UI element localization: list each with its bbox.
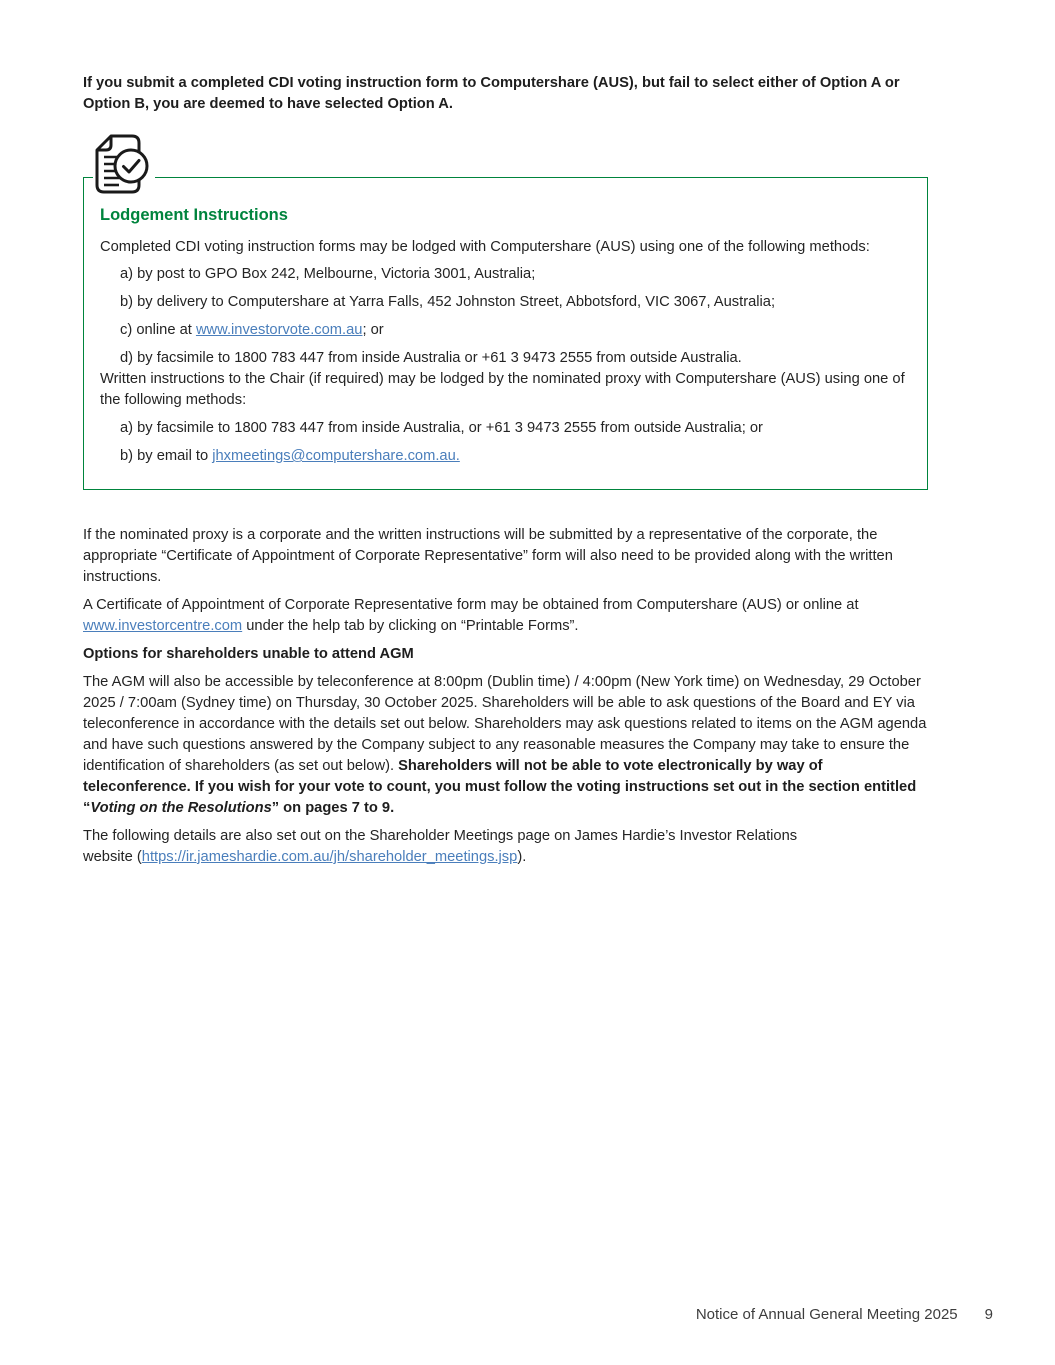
text-segment: Voting on the Resolutions [90,800,272,816]
intro-bold-paragraph: If you submit a completed CDI voting instruction form to Computershare (AUS), but fail to select either of Option A or Option B, you are deemed to have selected Option A. [83,75,900,112]
text-segment: The AGM will also be accessible by teleconference at 8:00pm (Dublin time) / 4:00pm (New York time) on Wednesday, 29 October 2025 / 7:00am (Sydney time) on Thursday, 30 October 2025. Shareholders will be able to ask questions of the Board and EY via teleconference in accordance with the details set out below. Shareholders may ask questions related to items on the AGM agenda and have such questions answered by the Company subject to any reasonable measures the Company may take to ensure the identification of shareholders (as set out below). [83,674,927,774]
text-segment: ” on pages 7 to 9. [271,800,395,816]
paragraph-corporate-representative: If the nominated proxy is a corporate and the written instructions will be submitted by a representative of the corporate, the appropriate “Certificate of Appointment of Corporate Representative” form will also need to be provided along with the written instructions. [83,527,893,585]
list-item [120,264,911,285]
list-item [120,348,911,369]
paragraph-teleconference [83,672,928,819]
list-item [120,418,911,439]
text-link[interactable]: www.investorcentre.com [83,618,243,634]
page-footer [696,1306,993,1323]
written-instructions-intro: Written instructions to the Chair (if required) may be lodged by the nominated proxy with Computershare (AUS) using one of the following methods: [100,371,905,408]
lodgement-method-list [100,264,911,369]
document-check-icon [93,134,155,194]
text-segment: A Certificate of Appointment of Corporate Representative form may be obtained from Computershare (AUS) or online at [83,597,859,613]
text-segment: ; or [362,322,384,338]
text-link[interactable]: jhxmeetings@computershare.com.au. [212,448,460,464]
text-segment: ). [517,849,527,865]
list-item [120,292,911,313]
box-title: Lodgement Instructions [100,206,288,224]
text-segment: a) by facsimile to 1800 783 447 from inside Australia, or +61 3 9473 2555 from outside Australia; or [120,420,763,436]
page-number: 9 [984,1306,993,1323]
text-segment: d) by facsimile to 1800 783 447 from inside Australia or +61 3 9473 2555 from outside Australia. [120,350,742,366]
text-segment: c) online at [120,322,196,338]
lodgement-instructions-box [83,177,928,490]
paragraph-shareholder-meetings [83,826,928,868]
text-segment: The following details are also set out on the Shareholder Meetings page on James Hardie’s Investor Relations [83,828,798,844]
text-segment: Shareholders will not be able to vote electronically by way of teleconference. If you wish for your vote to count, you must follow the voting instructions set out in the section entitled “ [83,758,917,816]
written-method-list [100,418,911,467]
text-link[interactable]: www.investorvote.com.au [195,322,363,338]
text-segment: website ( [83,849,142,865]
text-segment: a) by post to GPO Box 242, Melbourne, Victoria 3001, Australia; [120,266,536,282]
heading-options-unable-attend: Options for shareholders unable to attend AGM [83,646,414,662]
list-item [120,320,911,341]
paragraph-certificate-form [83,595,928,637]
text-link[interactable]: https://ir.jameshardie.com.au/jh/shareholder_meetings.jsp [141,849,518,865]
footer-title: Notice of Annual General Meeting 2025 [695,1306,958,1323]
text-segment: b) by delivery to Computershare at Yarra Falls, 452 Johnston Street, Abbotsford, VIC 3067, Australia; [120,294,776,310]
box-intro: Completed CDI voting instruction forms may be lodged with Computershare (AUS) using one of the following methods: [100,239,870,255]
text-segment: b) by email to [120,448,213,464]
lodgement-section [83,177,928,490]
main-column [83,73,928,868]
text-segment: under the help tab by clicking on “Printable Forms”. [242,618,579,634]
list-item [120,446,911,467]
